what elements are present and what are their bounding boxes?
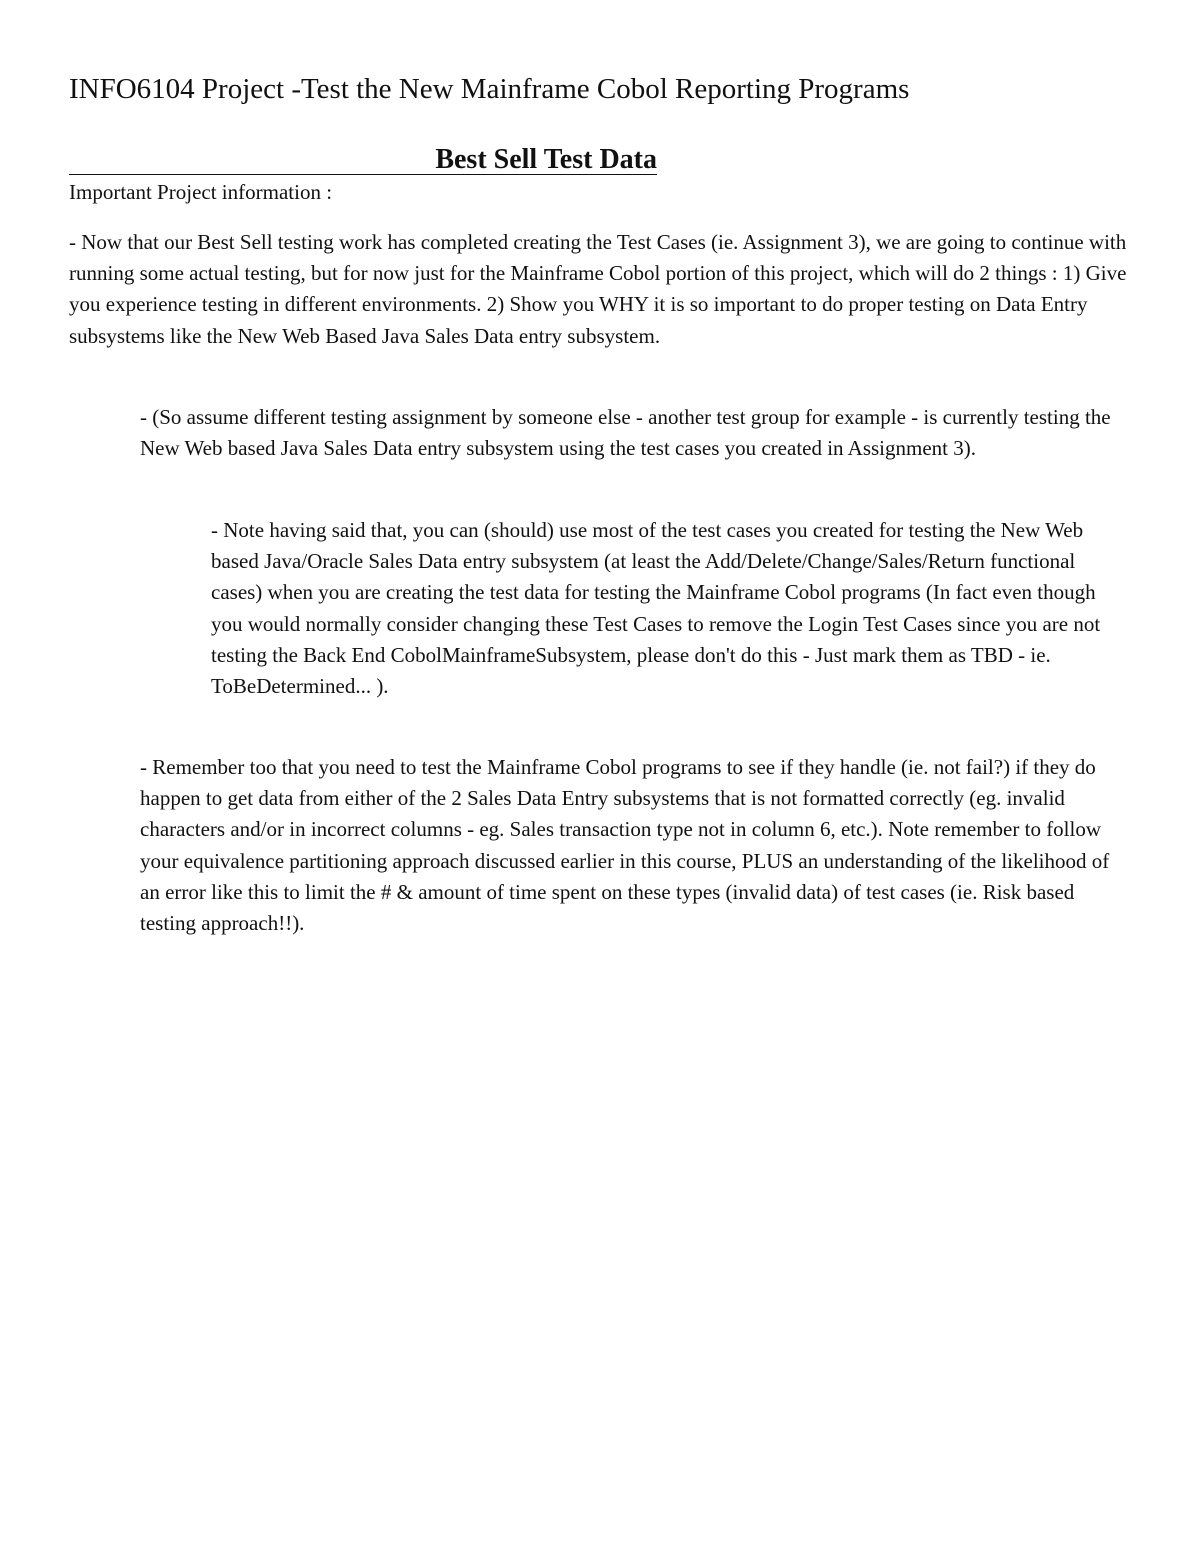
paragraph-assumption: - (So assume different testing assignment by someone else - another test group for example - is currently testing the New Web based Java Sales Data entry subsystem using the test cases you created in Assignment 3). xyxy=(140,405,1111,461)
paragraph-note: - Note having said that, you can (should) use most of the test cases you created for testing the New Web based Java/Oracle Sales Data entry subsystem (at least the Add/Delete/Change/Sales/Return functional cases) when you are creating the test data for testing the Mainframe Cobol programs (In fact even though you would normally consider changing these Test Cases to remove the Login Test Cases since you are not testing the Back End CobolMainframeSubsystem, please don't do this - Just mark them as TBD - ie. ToBeDetermined... ). xyxy=(211,518,1101,699)
intro-label: Important Project information : xyxy=(69,180,333,204)
paragraph-reminder: - Remember too that you need to test the Mainframe Cobol programs to see if they handle (ie. not fail?) if they do happen to get data from either of the 2 Sales Data Entry subsystems that is not formatted correctly (eg. invalid characters and/or in incorrect columns - eg. Sales transaction type not in column 6, etc.). Note remember to follow your equivalence partitioning approach discussed earlier in this course, PLUS an understanding of the likelihood of an error like this to limit the # & amount of time spent on these types (invalid data) of test cases (ie. Risk based testing approach!!). xyxy=(140,755,1110,936)
document-subtitle: Best Sell Test Data xyxy=(435,144,657,175)
document-title: INFO6104 Project -Test the New Mainframe Cobol Reporting Programs xyxy=(69,73,910,105)
subtitle-line xyxy=(69,140,657,180)
paragraph-overview: - Now that our Best Sell testing work has completed creating the Test Cases (ie. Assignment 3), we are going to continue with running some actual testing, but for now just for the Mainframe Cobol portion of this project, which will do 2 things : 1) Give you experience testing in different environments. 2) Show you WHY it is so important to do proper testing on Data Entry subsystems like the New Web Based Java Sales Data entry subsystem. xyxy=(69,230,1127,348)
